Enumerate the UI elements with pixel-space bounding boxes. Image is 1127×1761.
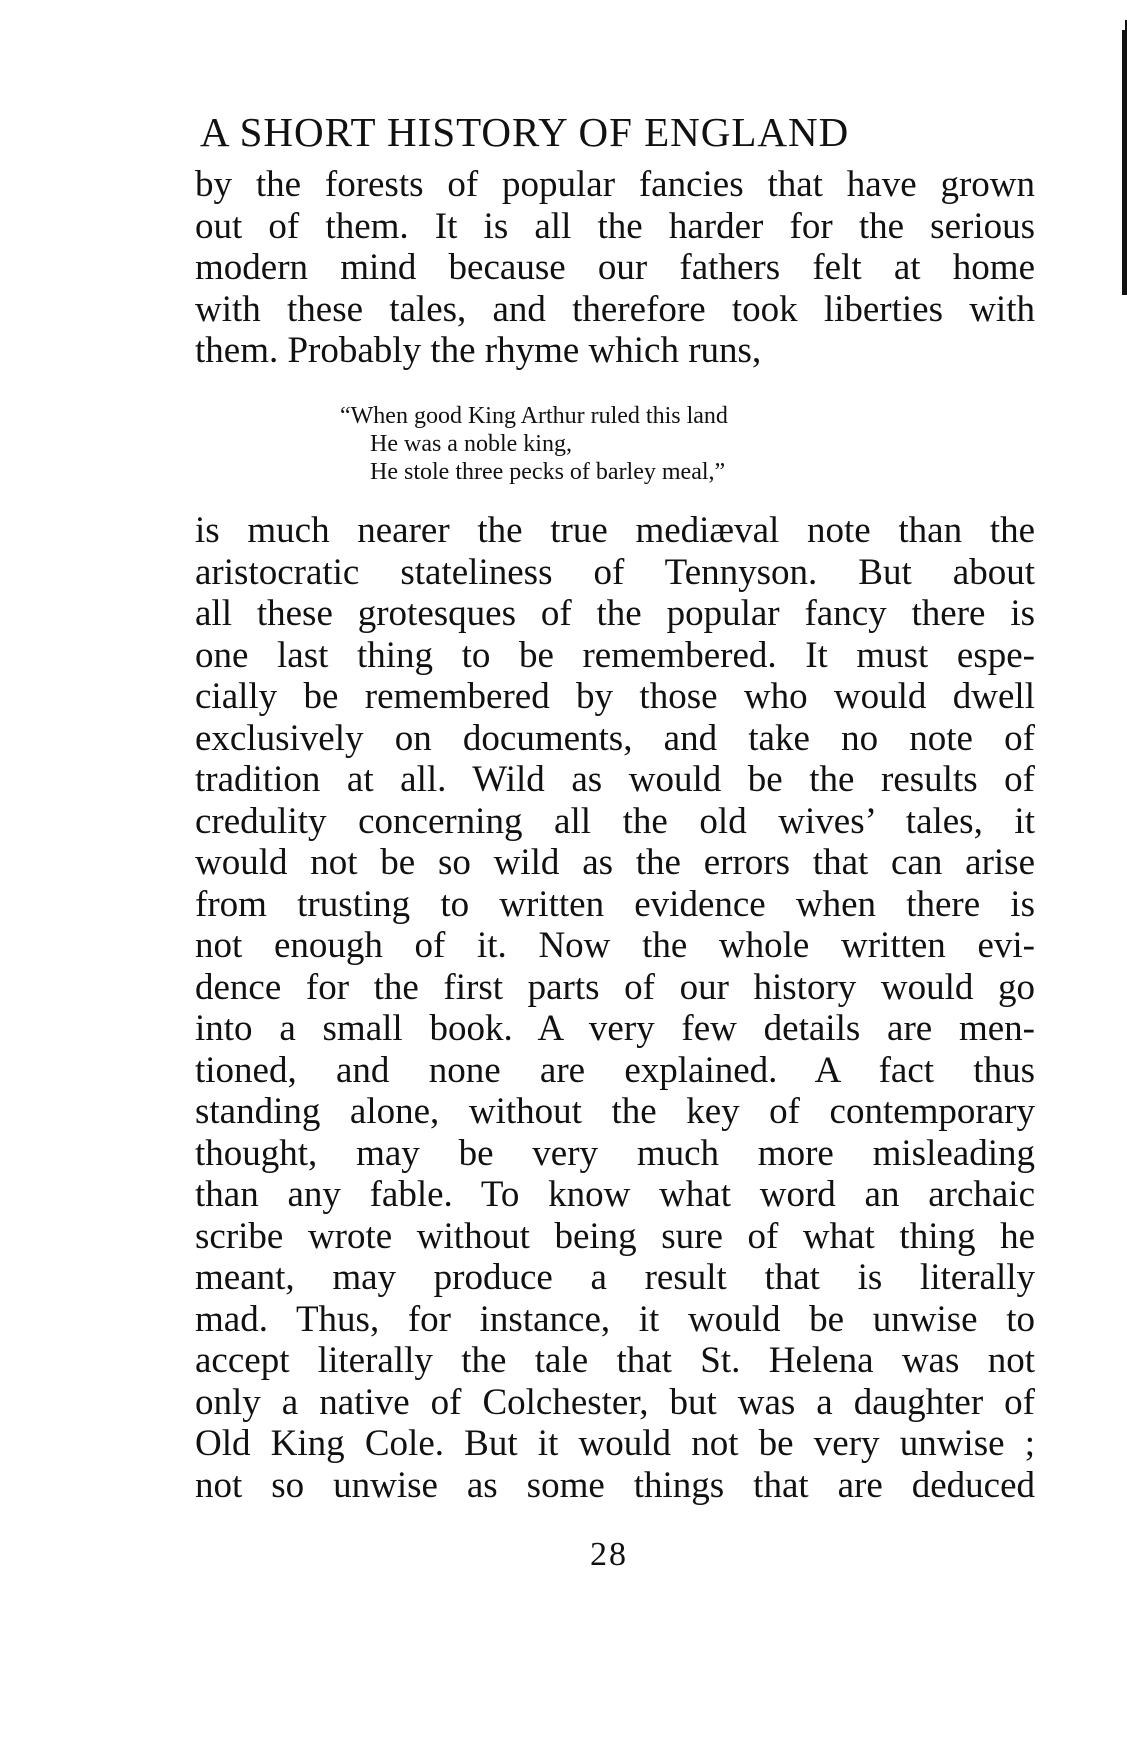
verse-line: “When good King Arthur ruled this land [340,403,728,429]
text-line: by the forests of popular fancies that have grown [195,164,1035,205]
text-line: mad. Thus, for instance, it would be unwise to [195,1298,1035,1340]
verse-line: He was a noble king, [370,431,572,457]
verse-line: He stole three pecks of barley meal,” [370,459,726,485]
paragraph-bottom [195,510,1035,1506]
text-line: into a small book. A very few details are men- [195,1008,1035,1049]
text-line: from trusting to written evidence when there is [195,883,1035,925]
text-line: credulity concerning all the old wives’ tales, it [195,800,1035,842]
text-line: modern mind because our fathers felt at home [195,247,1035,288]
text-line: tioned, and none are explained. A fact thus [195,1049,1035,1091]
text-line: only a native of Colchester, but was a daughter of [195,1381,1035,1423]
text-line: dence for the first parts of our history would go [195,966,1035,1008]
verse-quote [340,402,900,486]
text-line: scribe wrote without being sure of what thing he [195,1215,1035,1257]
text-line: all these grotesques of the popular fancy there is [195,593,1035,634]
page-edge-mark [1122,30,1127,295]
text-line: cially be remembered by those who would dwell [195,676,1035,717]
text-line: would not be so wild as the errors that can arise [195,842,1035,883]
text-line: standing alone, without the key of contemporary [195,1091,1035,1132]
text-line: tradition at all. Wild as would be the results of [195,759,1035,800]
text-line: exclusively on documents, and take no note of [195,717,1035,759]
text-line: than any fable. To know what word an archaic [195,1174,1035,1215]
page-number: 28 [590,1536,628,1573]
text-line: out of them. It is all the harder for the serious [195,205,1035,247]
text-line: with these tales, and therefore took liberties with [195,288,1035,330]
paragraph-top [195,164,1035,372]
text-line: aristocratic stateliness of Tennyson. But about [195,551,1035,593]
text-line: not enough of it. Now the whole written evi- [195,925,1035,966]
running-head: A SHORT HISTORY OF ENGLAND [200,109,850,155]
text-line: one last thing to be remembered. It must espe- [195,634,1035,676]
text-line: them. Probably the rhyme which runs, [195,330,762,371]
text-line: meant, may produce a result that is literally [195,1257,1035,1298]
text-line: accept literally the tale that St. Helena was not [195,1340,1035,1381]
text-line: not so unwise as some things that are deduced [195,1464,1035,1506]
text-line: is much nearer the true mediæval note than the [195,510,1035,551]
text-line: Old King Cole. But it would not be very unwise ; [195,1423,1035,1464]
text-line: thought, may be very much more misleading [195,1132,1035,1174]
